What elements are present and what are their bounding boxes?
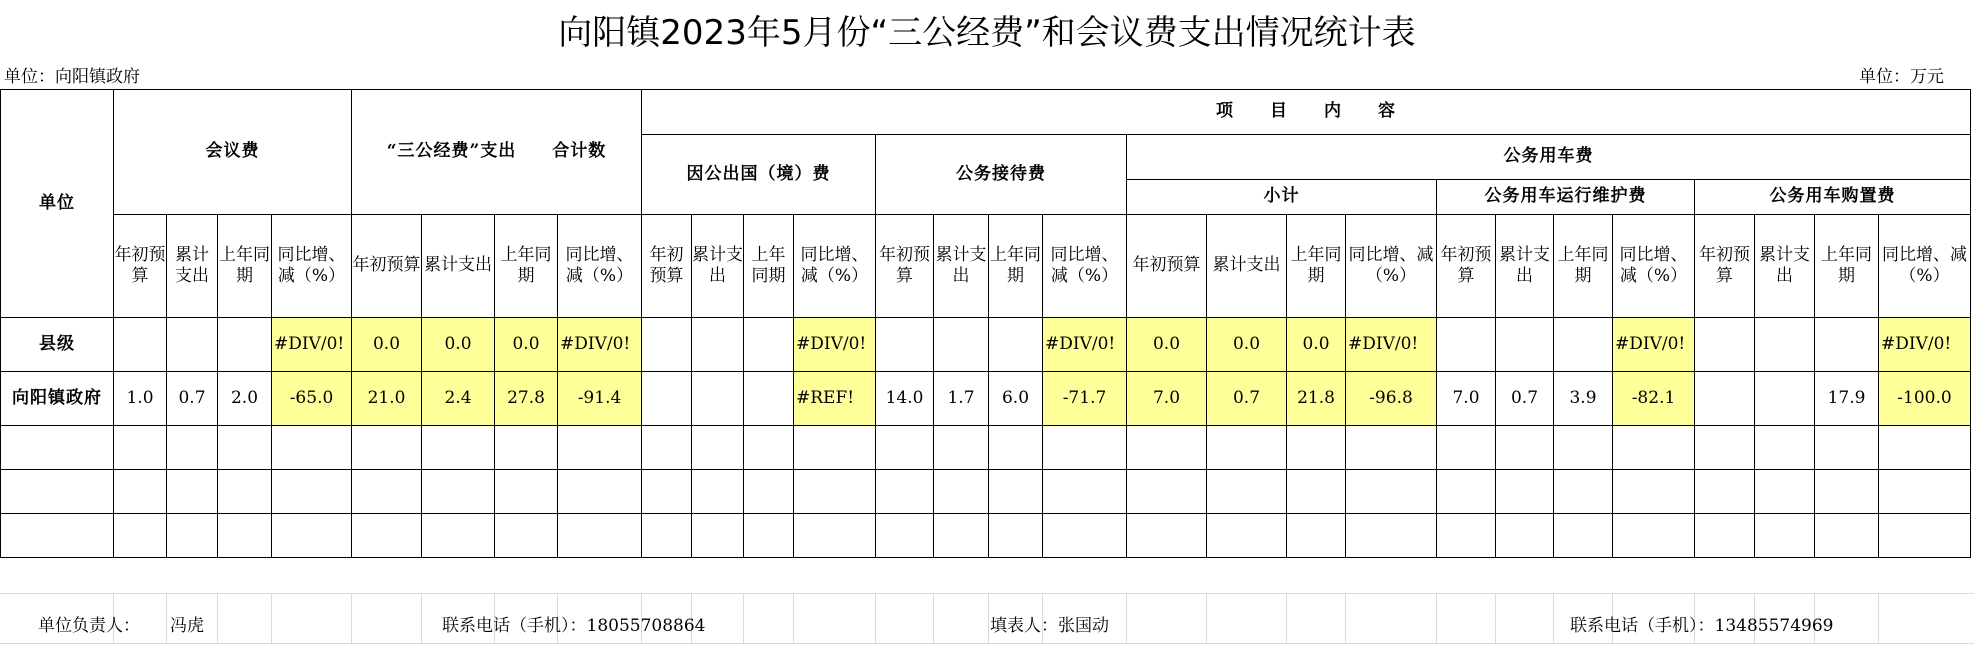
subheader-cell: 年初预算 [1127,215,1207,318]
header-unit: 单位 [1,90,114,318]
table-cell [744,426,794,470]
table-cell [1815,470,1879,514]
table-row [1,470,1971,514]
table-cell [1437,318,1496,372]
table-cell: 1.0 [114,372,167,426]
table-cell: 2.0 [218,372,272,426]
table-cell [1879,470,1971,514]
table-cell [1127,514,1207,558]
table-row [1,514,1971,558]
table-cell [1287,470,1346,514]
header-maintenance-fee: 公务用车运行维护费 [1437,180,1695,215]
table-cell [1346,470,1437,514]
statistics-table [0,89,1971,558]
unit-label-right: 单位：万元 [1859,67,1944,87]
table-cell [934,426,989,470]
table-cell: 0.0 [495,318,558,372]
table-cell [1554,470,1613,514]
header-meeting-fee: 会议费 [114,90,352,215]
table-cell [114,470,167,514]
table-cell [352,426,422,470]
table-cell [876,514,934,558]
table-cell [218,470,272,514]
table-cell [1755,426,1815,470]
subheader-cell: 同比增、减（%） [272,215,352,318]
table-cell [1496,426,1554,470]
table-cell [1043,470,1127,514]
table-cell: -65.0 [272,372,352,426]
table-cell [1755,514,1815,558]
table-cell: #DIV/0! [1043,318,1127,372]
table-cell: 21.0 [352,372,422,426]
table-cell: 0.0 [1207,318,1287,372]
table-cell [876,470,934,514]
header-purchase-fee: 公务用车购置费 [1695,180,1971,215]
table-cell [1346,514,1437,558]
table-cell [989,470,1043,514]
table-cell [1043,426,1127,470]
table-cell [1287,426,1346,470]
row-unit: 县级 [1,318,114,372]
table-cell [1755,372,1815,426]
table-cell: 0.0 [1287,318,1346,372]
subheader-cell: 累计支出 [1496,215,1554,318]
table-cell [934,470,989,514]
signature-footer [0,593,1974,649]
table-cell [1207,514,1287,558]
subheader-cell: 上年同期 [744,215,794,318]
table-cell [1496,514,1554,558]
subheader-cell: 同比增、减（%） [794,215,876,318]
table-cell: 1.7 [934,372,989,426]
table-cell [794,514,876,558]
table-cell [1496,318,1554,372]
table-cell [1879,514,1971,558]
table-cell [1879,426,1971,470]
table-cell: 7.0 [1127,372,1207,426]
table-cell [495,470,558,514]
table-cell [558,426,642,470]
table-cell [1437,514,1496,558]
subheader-cell: 同比增、减（%） [1346,215,1437,318]
header-project-content: 项 目 内 容 [642,90,1971,135]
table-cell: -96.8 [1346,372,1437,426]
subheader-cell: 上年同期 [1554,215,1613,318]
table-cell [692,372,744,426]
table-cell [744,372,794,426]
subheader-cell: 同比增、减（%） [558,215,642,318]
table-cell: 17.9 [1815,372,1879,426]
table-cell [352,514,422,558]
table-cell [1287,514,1346,558]
table-cell [114,514,167,558]
table-cell: #DIV/0! [1613,318,1695,372]
table-cell [934,514,989,558]
row-unit [1,426,114,470]
leader-label: 单位负责人： [38,616,140,636]
subheader-cell: 年初预算 [1695,215,1755,318]
subheader-cell: 年初预算 [352,215,422,318]
table-cell [934,318,989,372]
table-cell [1695,318,1755,372]
table-cell [1755,470,1815,514]
table-cell: 21.8 [1287,372,1346,426]
subheader-cell: 上年同期 [218,215,272,318]
table-cell [1695,426,1755,470]
table-cell [692,470,744,514]
table-cell [1437,470,1496,514]
header-subtotal: 小计 [1127,180,1437,215]
header-abroad-fee: 因公出国（境）费 [642,135,876,215]
table-cell [218,318,272,372]
table-cell [114,318,167,372]
table-cell [1437,426,1496,470]
subheader-cell: 年初预算 [114,215,167,318]
table-cell [167,318,218,372]
table-cell [495,426,558,470]
table-cell: 7.0 [1437,372,1496,426]
table-cell: #REF! [794,372,876,426]
table-cell [692,426,744,470]
table-cell [1755,318,1815,372]
subheader-cell: 上年同期 [1287,215,1346,318]
table-cell: 0.0 [352,318,422,372]
header-sangong-total: “三公经费”支出 合计数 [352,90,642,215]
table-cell [642,372,692,426]
table-cell [495,514,558,558]
table-row [1,318,1971,372]
table-cell [167,426,218,470]
table-cell [1613,470,1695,514]
table-cell: -91.4 [558,372,642,426]
table-cell: 14.0 [876,372,934,426]
table-cell [167,470,218,514]
table-cell [744,514,794,558]
subheader-cell: 同比增、减（%） [1043,215,1127,318]
subheader-cell: 年初预算 [876,215,934,318]
header-vehicle-fee: 公务用车费 [1127,135,1971,180]
subheader-cell: 上年同期 [495,215,558,318]
subheader-cell: 同比增、减（%） [1879,215,1971,318]
table-cell [1613,426,1695,470]
table-cell: 2.4 [422,372,495,426]
table-cell [794,426,876,470]
leader-phone: 联系电话（手机）：18055708864 [442,616,706,636]
unit-label-left: 单位：向阳镇政府 [4,67,140,87]
table-cell: -71.7 [1043,372,1127,426]
leader-name: 冯虎 [170,616,204,636]
table-cell [422,426,495,470]
subheader-cell: 上年同期 [1815,215,1879,318]
subheader-cell: 同比增、减（%） [1613,215,1695,318]
filler-phone: 联系电话（手机）：13485574969 [1570,616,1834,636]
table-cell [1207,426,1287,470]
table-cell [114,426,167,470]
table-cell [642,514,692,558]
table-cell [1554,318,1613,372]
table-cell [1815,318,1879,372]
table-row [1,426,1971,470]
table-cell: #DIV/0! [1879,318,1971,372]
table-cell [1554,514,1613,558]
table-cell [422,514,495,558]
table-row [1,372,1971,426]
row-unit [1,470,114,514]
table-cell: 6.0 [989,372,1043,426]
table-cell [1127,426,1207,470]
table-cell [272,514,352,558]
table-cell [272,426,352,470]
table-cell: 0.7 [1496,372,1554,426]
table-cell [989,514,1043,558]
subheader-cell: 累计支出 [167,215,218,318]
table-cell [218,514,272,558]
subheader-cell: 累计支出 [934,215,989,318]
table-cell [1127,470,1207,514]
table-cell: 0.0 [422,318,495,372]
table-cell [876,426,934,470]
row-unit [1,514,114,558]
table-cell [692,514,744,558]
table-cell [1043,514,1127,558]
table-cell: #DIV/0! [558,318,642,372]
table-cell: #DIV/0! [1346,318,1437,372]
table-cell [1554,426,1613,470]
table-cell [642,426,692,470]
table-cell [989,318,1043,372]
table-cell [692,318,744,372]
table-cell [1695,470,1755,514]
table-cell [1815,514,1879,558]
table-cell: 0.0 [1127,318,1207,372]
subheader-cell: 累计支出 [422,215,495,318]
table-cell [642,318,692,372]
page-title: 向阳镇2023年5月份“三公经费”和会议费支出情况统计表 [558,13,1416,53]
table-cell: #DIV/0! [272,318,352,372]
table-cell [744,318,794,372]
table-cell [1695,514,1755,558]
table-cell: 0.7 [1207,372,1287,426]
table-cell [167,514,218,558]
subheader-row [1,215,1971,318]
table-cell: -100.0 [1879,372,1971,426]
subheader-cell: 年初预算 [1437,215,1496,318]
table-cell [1496,470,1554,514]
table-cell [989,426,1043,470]
table-cell: 27.8 [495,372,558,426]
table-cell [642,470,692,514]
subheader-cell: 上年同期 [989,215,1043,318]
table-cell [1815,426,1879,470]
table-cell: 0.7 [167,372,218,426]
table-cell: -82.1 [1613,372,1695,426]
table-cell [1695,372,1755,426]
table-cell [1346,426,1437,470]
table-cell [1207,470,1287,514]
table-cell [558,470,642,514]
table-cell [352,470,422,514]
subheader-cell: 年初预算 [642,215,692,318]
subheader-cell: 累计支出 [1207,215,1287,318]
table-cell [422,470,495,514]
table-cell [218,426,272,470]
table-cell [558,514,642,558]
header-reception-fee: 公务接待费 [876,135,1127,215]
table-cell: 3.9 [1554,372,1613,426]
table-cell [876,318,934,372]
subheader-cell: 累计支出 [1755,215,1815,318]
table-cell [272,470,352,514]
filler-name: 填表人：张国动 [990,616,1109,636]
subheader-cell: 累计支出 [692,215,744,318]
table-cell: #DIV/0! [794,318,876,372]
row-unit: 向阳镇政府 [1,372,114,426]
table-cell [744,470,794,514]
table-cell [1613,514,1695,558]
table-cell [794,470,876,514]
